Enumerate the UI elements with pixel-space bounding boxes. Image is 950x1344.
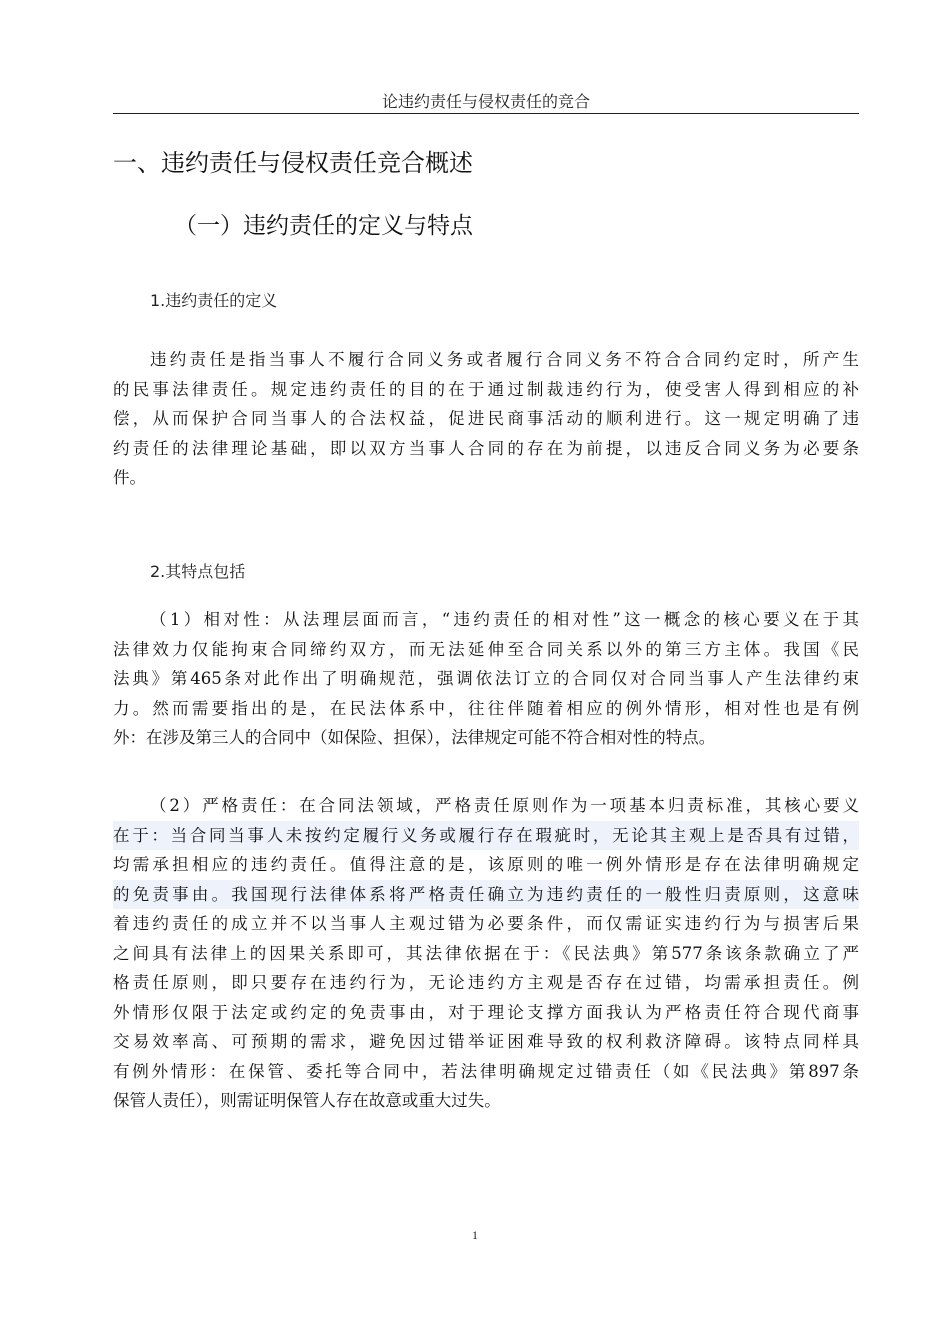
paragraph-line: 约责任的法律理论基础，即以双方当事人合同的存在为前提，以违反合同义务为必要条 xyxy=(113,438,859,458)
paragraph-line: 件。 xyxy=(113,468,146,487)
paragraph-line: 法律效力仅能拘束合同缔约双方，而无法延伸至合同关系以外的第三方主体。我国《民 xyxy=(113,639,859,659)
paragraph-line: 保管人责任），则需证明保管人存在故意或重大过失。 xyxy=(113,1091,501,1110)
page-number: 1 xyxy=(472,1228,478,1242)
paragraph-line: 外：在涉及第三人的合同中（如保险、担保），法律规定可能不符合相对性的特点。 xyxy=(113,728,716,747)
paragraph-line: 有例外情形：在保管、委托等合同中，若法律明确规定过错责任（如《民法典》第897条 xyxy=(113,1061,859,1081)
paragraph-line: 均需承担相应的违约责任。值得注意的是，该原则的唯一例外情形是存在法律明确规定 xyxy=(113,855,859,874)
subsection-heading-definition: 1.违约责任的定义 xyxy=(150,291,278,310)
paragraph-line: 的民事法律责任。规定违约责任的目的在于通过制裁违约行为，使受害人得到相应的补 xyxy=(113,379,859,399)
paragraph-line: 交易效率高、可预期的需求，避免因过错举证困难导致的权利救济障碍。该特点同样具 xyxy=(113,1032,859,1051)
chapter-heading: 一、违约责任与侵权责任竞合概述 xyxy=(113,149,473,177)
paragraph-line: （1）相对性：从法理层面而言，“违约责任的相对性”这一概念的核心要义在于其 xyxy=(150,610,859,629)
section-heading: （一）违约责任的定义与特点 xyxy=(174,213,473,239)
paragraph-line: 外情形仅限于法定或约定的免责事由，对于理论支撑方面我认为严格责任符合现代商事 xyxy=(113,1002,859,1022)
header-rule xyxy=(113,113,859,114)
paragraph-line: 法典》第465条对此作出了明确规范，强调依法订立的合同仅对合同当事人产生法律约束 xyxy=(113,669,859,688)
definition-paragraph xyxy=(113,345,859,493)
subsection-heading-features: 2.其特点包括 xyxy=(150,562,246,581)
paragraph-line: （2）严格责任：在合同法领域，严格责任原则作为一项基本归责标准，其核心要义 xyxy=(150,796,859,815)
paragraph-line: 着违约责任的成立并不以当事人主观过错为必要条件，而仅需证实违约行为与损害后果 xyxy=(113,914,859,933)
running-header: 论违约责任与侵权责任的竞合 xyxy=(381,92,590,111)
paragraph-line: 力。然而需要指出的是，在民法体系中，往往伴随着相应的例外情形，相对性也是有例 xyxy=(113,698,859,718)
paragraph-line: 格责任原则，即只要存在违约行为，无论违约方主观是否存在过错，均需承担责任。例 xyxy=(113,973,859,992)
paragraph-line: 之间具有法律上的因果关系即可，其法律依据在于：《民法典》第577条该条款确立了严 xyxy=(113,943,859,963)
paragraph-line: 偿，从而保护合同当事人的合法权益，促进民商事活动的顺利进行。这一规定明确了违 xyxy=(113,409,859,428)
strict-liability-paragraph xyxy=(113,791,859,1116)
paragraph-line: 违约责任是指当事人不履行合同义务或者履行合同义务不符合合同约定时，所产生 xyxy=(150,350,859,369)
relativity-paragraph xyxy=(113,605,859,753)
highlighted-paragraph-line: 在于：当合同当事人未按约定履行义务或履行存在瑕疵时，无论其主观上是否具有过错， xyxy=(113,821,859,851)
highlighted-paragraph-line: 的免责事由。我国现行法律体系将严格责任确立为违约责任的一般性归责原则，这意味 xyxy=(113,880,859,910)
